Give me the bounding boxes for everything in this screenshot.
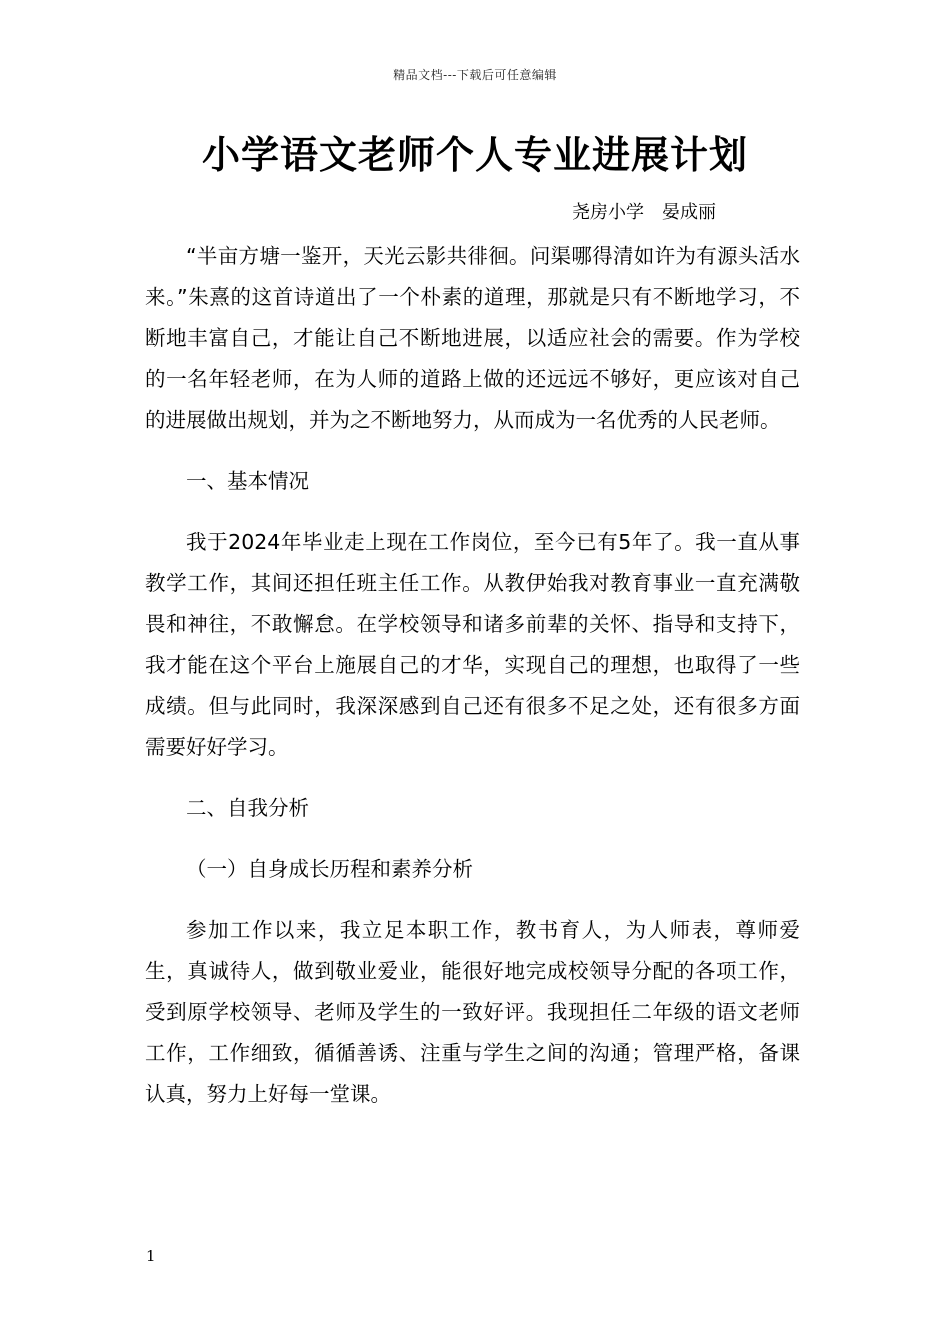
- author-line: 尧房小学 晏成丽: [572, 202, 716, 223]
- document-title: 小学语文老师个人专业进展计划: [201, 133, 748, 177]
- basic-info-paragraph: 我于2024年毕业走上现在工作岗位，至今已有5年了。我一直从事教学工作，其间还担任班主任工作。从教伊始我对教育事业一直充满敬畏和神往，不敢懈怠。在学校领导和诸多前辈的关怀、指导和支持下，我才能在这个平台上施展自己的才华，实现自己的理想，也取得了一些成绩。但与此同时，我深深感到自己还有很多不足之处，还有很多方面需要好好学习。: [145, 530, 800, 759]
- subsection-heading-growth: （一）自身成长历程和素养分析: [186, 857, 473, 881]
- header-note: 精品文档---下载后可任意编辑: [393, 68, 557, 82]
- page-number: 1: [146, 1247, 156, 1265]
- document-body: [145, 236, 800, 1135]
- section-heading-self-analysis: 二、自我分析: [186, 796, 309, 820]
- growth-paragraph: 参加工作以来，我立足本职工作，教书育人，为人师表，尊师爱生，真诚待人，做到敬业爱业，能很好地完成校领导分配的各项工作，受到原学校领导、老师及学生的一致好评。我现担任二年级的语文老师工作，工作细致，循循善诱、注重与学生之间的沟通；管理严格，备课认真，努力上好每一堂课。: [145, 918, 800, 1106]
- section-heading-basic-info: 一、基本情况: [186, 469, 309, 493]
- intro-paragraph: “半亩方塘一鉴开，天光云影共徘徊。问渠哪得清如许为有源头活水来。”朱熹的这首诗道出了一个朴素的道理，那就是只有不断地学习，不断地丰富自己，才能让自己不断地进展，以适应社会的需要。作为学校的一名年轻老师，在为人师的道路上做的还远远不够好，更应该对自己的进展做出规划，并为之不断地努力，从而成为一名优秀的人民老师。: [145, 244, 800, 432]
